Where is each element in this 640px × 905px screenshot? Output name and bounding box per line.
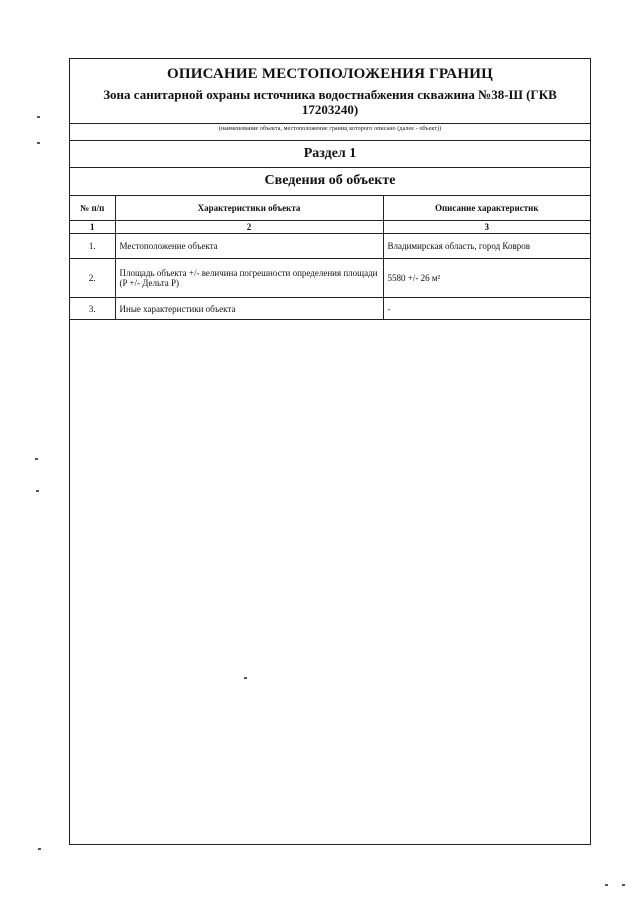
row-number: 1.: [70, 234, 115, 259]
column-header-description: Описание характеристик: [383, 196, 590, 221]
document-title: ОПИСАНИЕ МЕСТОПОЛОЖЕНИЯ ГРАНИЦ: [167, 66, 493, 82]
document-subtitle: Зона санитарной охраны источника водостнабжения скважина №38-Ш (ГКВ 17203240): [103, 87, 557, 117]
scan-speck: [622, 884, 625, 886]
title-block: [70, 59, 590, 123]
table-row: [70, 234, 590, 259]
row-number: 3.: [70, 298, 115, 320]
column-header-number: № п/п: [70, 196, 115, 221]
row-characteristic: Площадь объекта +/- величина погрешности определения площади (P +/- Дельта P): [115, 259, 383, 298]
table-row: [70, 298, 590, 320]
table-index-row: [70, 221, 590, 234]
divider: [70, 123, 590, 124]
scan-speck: [605, 884, 608, 886]
scan-speck: [36, 490, 39, 492]
index-cell: 2: [115, 221, 383, 234]
table-row: [70, 259, 590, 298]
index-cell: 3: [383, 221, 590, 234]
row-description: -: [383, 298, 590, 320]
scan-speck: [37, 116, 40, 118]
document-frame: [69, 58, 591, 845]
section-title: Раздел 1: [303, 146, 357, 161]
table-header-row: [70, 196, 590, 221]
characteristics-table: [70, 195, 590, 320]
scan-speck: [37, 142, 40, 144]
column-header-characteristic: Характеристики объекта: [115, 196, 383, 221]
row-description: Владимирская область, город Ковров: [383, 234, 590, 259]
scan-speck: [38, 848, 41, 850]
scan-speck: [244, 677, 247, 679]
row-characteristic: Местоположение объекта: [115, 234, 383, 259]
info-header: Сведения об объекте: [264, 173, 396, 188]
index-cell: 1: [70, 221, 115, 234]
row-characteristic: Иные характеристики объекта: [115, 298, 383, 320]
scan-speck: [35, 458, 38, 460]
row-number: 2.: [70, 259, 115, 298]
row-description: 5580 +/- 26 м²: [383, 259, 590, 298]
object-caption: (наименование объекта, местоположение границ которого описано (далее - объект)): [218, 126, 442, 132]
